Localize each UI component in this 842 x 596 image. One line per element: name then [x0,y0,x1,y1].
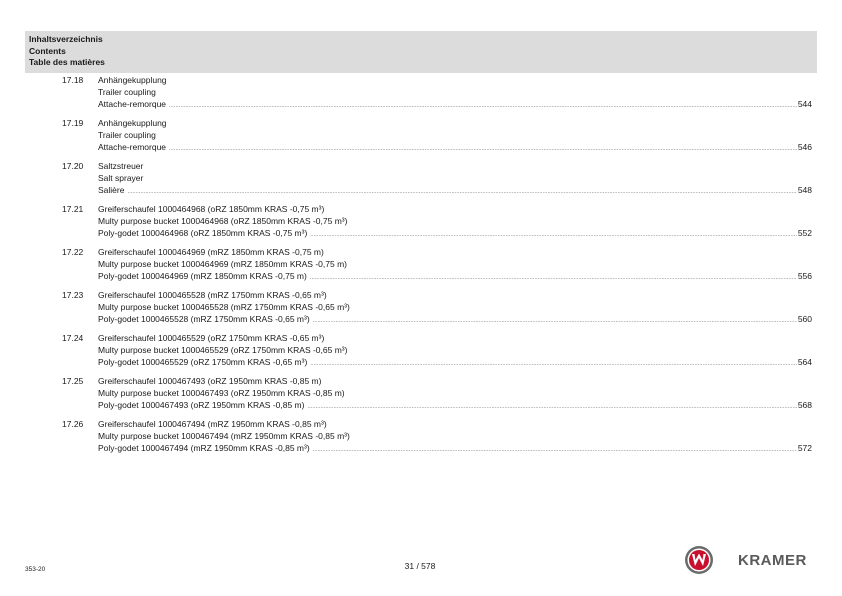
entry-title-de: Greiferschaufel 1000464969 (mRZ 1850mm KRAS -0,75 m) [98,247,324,257]
entry-page-number[interactable]: 568 [797,400,812,410]
entry-title-fr: Poly-godet 1000467494 (mRZ 1950mm KRAS -0,85 m³) [98,443,310,453]
header-title-fr: Table des matières [29,57,105,67]
toc-entry[interactable] [0,419,842,459]
entry-title-en: Trailer coupling [98,130,156,140]
entry-title-en: Trailer coupling [98,87,156,97]
kramer-logo [684,545,816,575]
dot-leader [169,99,797,112]
toc-entry[interactable] [0,161,842,201]
entry-title-de: Greiferschaufel 1000465528 (mRZ 1750mm KRAS -0,65 m³) [98,290,327,300]
entry-leader-line [98,99,812,112]
entry-title-en: Multy purpose bucket 1000465529 (oRZ 1750mm KRAS -0,65 m³) [98,345,348,355]
entry-number: 17.21 [62,204,84,214]
toc-header [25,31,817,73]
entry-page-number[interactable]: 564 [797,357,812,367]
entry-leader-line [98,314,812,327]
entry-title-fr: Attache-remorque [98,142,167,152]
entry-number: 17.23 [62,290,84,300]
entry-title-fr: Poly-godet 1000465529 (oRZ 1750mm KRAS -0,65 m³) [98,357,308,367]
entry-leader-line [98,271,812,284]
toc-entry[interactable] [0,75,842,115]
entry-number: 17.25 [62,376,84,386]
dot-leader [307,400,796,413]
entry-title-de: Greiferschaufel 1000464968 (oRZ 1850mm KRAS -0,75 m³) [98,204,325,214]
entry-page-number[interactable]: 560 [797,314,812,324]
entry-number: 17.24 [62,333,84,343]
entry-title-de: Saltzstreuer [98,161,144,171]
toc-entry[interactable] [0,118,842,158]
entry-leader-line [98,228,812,241]
entry-title-de: Greiferschaufel 1000465529 (oRZ 1750mm KRAS -0,65 m³) [98,333,325,343]
entry-title-en: Multy purpose bucket 1000467494 (mRZ 1950mm KRAS -0,85 m³) [98,431,350,441]
dot-leader [169,142,797,155]
dot-leader [127,185,796,198]
document-code: 353-20 [25,566,46,573]
entry-title-fr: Poly-godet 1000465528 (mRZ 1750mm KRAS -0,65 m³) [98,314,310,324]
entry-page-number[interactable]: 546 [797,142,812,152]
entry-title-en: Multy purpose bucket 1000464968 (oRZ 1850mm KRAS -0,75 m³) [98,216,348,226]
entry-leader-line [98,357,812,370]
page-indicator: 31 / 578 [404,561,436,571]
entry-title-fr: Salière [98,185,125,195]
entry-page-number[interactable]: 544 [797,99,812,109]
header-title-en: Contents [29,45,66,56]
entry-number: 17.20 [62,161,84,171]
entry-title-en: Salt sprayer [98,173,144,183]
entry-number: 17.22 [62,247,84,257]
entry-page-number[interactable]: 552 [797,228,812,238]
entry-page-number[interactable]: 572 [797,443,812,453]
entry-title-en: Multy purpose bucket 1000467493 (oRZ 1950mm KRAS -0,85 m) [98,388,345,398]
entry-title-de: Greiferschaufel 1000467494 (mRZ 1950mm KRAS -0,85 m³) [98,419,327,429]
brand-name: KRAMER [738,552,807,569]
entry-title-en: Multy purpose bucket 1000465528 (mRZ 1750mm KRAS -0,65 m³) [98,302,350,312]
dot-leader [310,271,797,284]
entry-title-de: Anhängekupplung [98,75,167,85]
header-title-de: Inhaltsverzeichnis [29,34,103,44]
entry-title-fr: Poly-godet 1000464969 (mRZ 1850mm KRAS -0,75 m) [98,271,307,281]
entry-title-en: Multy purpose bucket 1000464969 (mRZ 1850mm KRAS -0,75 m) [98,259,347,269]
dot-leader [313,314,797,327]
entry-leader-line [98,400,812,413]
entry-number: 17.26 [62,419,84,429]
entry-leader-line [98,443,812,456]
toc-entry[interactable] [0,204,842,244]
entry-leader-line [98,142,812,155]
dot-leader [310,228,797,241]
entry-number: 17.19 [62,118,84,128]
entry-title-fr: Attache-remorque [98,99,167,109]
entry-number: 17.18 [62,75,84,85]
entry-title-fr: Poly-godet 1000464968 (oRZ 1850mm KRAS -0,75 m³) [98,228,308,238]
toc-entry[interactable] [0,333,842,373]
dot-leader [310,357,797,370]
toc-entry[interactable] [0,247,842,287]
entry-page-number[interactable]: 548 [797,185,812,195]
toc-entry[interactable] [0,376,842,416]
toc-entry[interactable] [0,290,842,330]
entry-title-fr: Poly-godet 1000467493 (oRZ 1950mm KRAS -0,85 m) [98,400,305,410]
dot-leader [313,443,797,456]
entry-title-de: Anhängekupplung [98,118,167,128]
kramer-logo-icon [684,545,714,575]
entry-title-de: Greiferschaufel 1000467493 (oRZ 1950mm KRAS -0,85 m) [98,376,322,386]
entry-leader-line [98,185,812,198]
entry-page-number[interactable]: 556 [797,271,812,281]
